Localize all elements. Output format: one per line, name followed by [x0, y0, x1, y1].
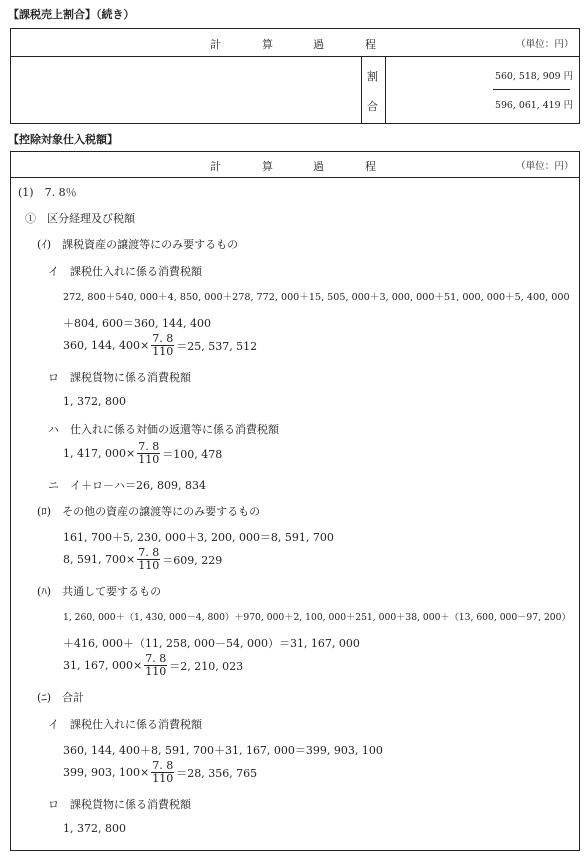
calc-left: 1, 417, 000× [63, 447, 136, 460]
ratio-fraction-bar [493, 89, 570, 90]
fraction-denominator: 110 [138, 559, 160, 572]
calc-line: 1, 372, 800 [63, 395, 126, 408]
item-i-heading: (ｲ) 課税資産の譲渡等にのみ要するもの [37, 238, 239, 251]
fraction-numerator: 7. 8 [138, 440, 160, 453]
fraction-numerator: 7. 8 [152, 332, 174, 345]
calc-line: 1, 260, 000＋（1, 430, 000－4, 800）＋970, 000＋2, 100, 000＋251, 000＋38, 000＋（13, 600, 000－97, 200） [63, 612, 571, 623]
fraction-7-8-over-110 [151, 760, 174, 785]
calc-line-fraction [63, 333, 257, 358]
deduction-unit-label: （単位：円） [516, 161, 574, 172]
deduction-header-san: 算 [262, 160, 273, 173]
subsection-heading: ① 区分経理及び税額 [25, 212, 135, 225]
item-i-sub-ro-heading: ロ 課税貨物に係る消費税額 [48, 371, 191, 384]
ratio-numerator: 560, 518, 909 円 [495, 71, 573, 82]
calc-line: 272, 800＋540, 000＋4, 850, 000＋278, 772, 000＋15, 505, 000＋3, 000, 000＋51, 000, 000＋5, 400, 000 [63, 292, 570, 303]
calc-line-fraction [63, 547, 222, 572]
calc-line-fraction [63, 653, 243, 678]
calc-left: 360, 144, 400× [63, 339, 150, 352]
fraction-denominator: 110 [152, 345, 174, 358]
calc-result: ＝100, 478 [162, 447, 223, 461]
calc-result: ＝2, 210, 023 [169, 659, 244, 673]
calc-line: 360, 144, 400＋8, 591, 700＋31, 167, 000＝399, 903, 100 [63, 744, 383, 757]
rate-heading: (1) 7. 8％ [18, 186, 77, 199]
ratio-denominator: 596, 061, 419 円 [495, 100, 573, 111]
ratio-header-kei: 計 [210, 38, 221, 51]
calc-result: ＝28, 356, 765 [176, 766, 258, 780]
deduction-header-kei: 計 [210, 160, 221, 173]
calc-left: 31, 167, 000× [63, 659, 143, 672]
calc-line: ＋416, 000＋（11, 258, 000－54, 000）＝31, 167, 000 [63, 637, 360, 650]
item-i-sub-ni-total: ニ イ＋ロ－ハ＝26, 809, 834 [48, 479, 206, 492]
fraction-7-8-over-110 [151, 333, 174, 358]
fraction-7-8-over-110 [137, 441, 160, 466]
item-ni-sub-ro-heading: ロ 課税貨物に係る消費税額 [48, 798, 191, 811]
fraction-numerator: 7. 8 [145, 652, 167, 665]
ratio-section-title: 【課税売上割合】（続き） [8, 8, 135, 21]
ratio-header-divider [10, 56, 580, 57]
calc-left: 399, 903, 100× [63, 766, 150, 779]
item-ha-heading: (ﾊ) 共通して要するもの [37, 585, 162, 598]
item-ni-sub-i-heading: イ 課税仕入れに係る消費税額 [48, 718, 202, 731]
ratio-unit-label: （単位：円） [516, 39, 574, 50]
ratio-header-tei: 程 [365, 38, 376, 51]
ratio-label-top: 割 [367, 70, 378, 83]
calc-result: ＝609, 229 [162, 553, 223, 567]
ratio-header-ka: 過 [313, 38, 324, 51]
fraction-numerator: 7. 8 [138, 546, 160, 559]
item-ni-heading: (ﾆ) 合計 [37, 691, 85, 704]
fraction-7-8-over-110 [137, 547, 160, 572]
deduction-header-divider [10, 177, 580, 178]
fraction-denominator: 110 [152, 772, 174, 785]
fraction-7-8-over-110 [144, 653, 167, 678]
ratio-header-san: 算 [262, 38, 273, 51]
fraction-denominator: 110 [145, 665, 167, 678]
calc-line: 161, 700＋5, 230, 000＋3, 200, 000＝8, 591, 700 [63, 531, 334, 544]
fraction-numerator: 7. 8 [152, 759, 174, 772]
item-i-sub-ha-heading: ハ 仕入れに係る対価の返還等に係る消費税額 [48, 423, 279, 436]
item-ro-heading: (ﾛ) その他の資産の譲渡等にのみ要するもの [37, 505, 261, 518]
ratio-label-divider-left [361, 56, 362, 124]
calc-line-fraction [63, 441, 222, 466]
item-i-sub-i-heading: イ 課税仕入れに係る消費税額 [48, 265, 202, 278]
calc-result: ＝25, 537, 512 [176, 339, 258, 353]
calc-left: 8, 591, 700× [63, 553, 136, 566]
deduction-header-tei: 程 [365, 160, 376, 173]
calc-line: ＋804, 600＝360, 144, 400 [63, 317, 211, 330]
calc-line-fraction [63, 760, 257, 785]
fraction-denominator: 110 [138, 453, 160, 466]
deduction-section-title: 【控除対象仕入税額】 [8, 133, 118, 146]
calc-line: 1, 372, 800 [63, 822, 126, 835]
ratio-label-bottom: 合 [367, 100, 378, 113]
ratio-label-divider-right [385, 56, 386, 124]
deduction-header-ka: 過 [313, 160, 324, 173]
